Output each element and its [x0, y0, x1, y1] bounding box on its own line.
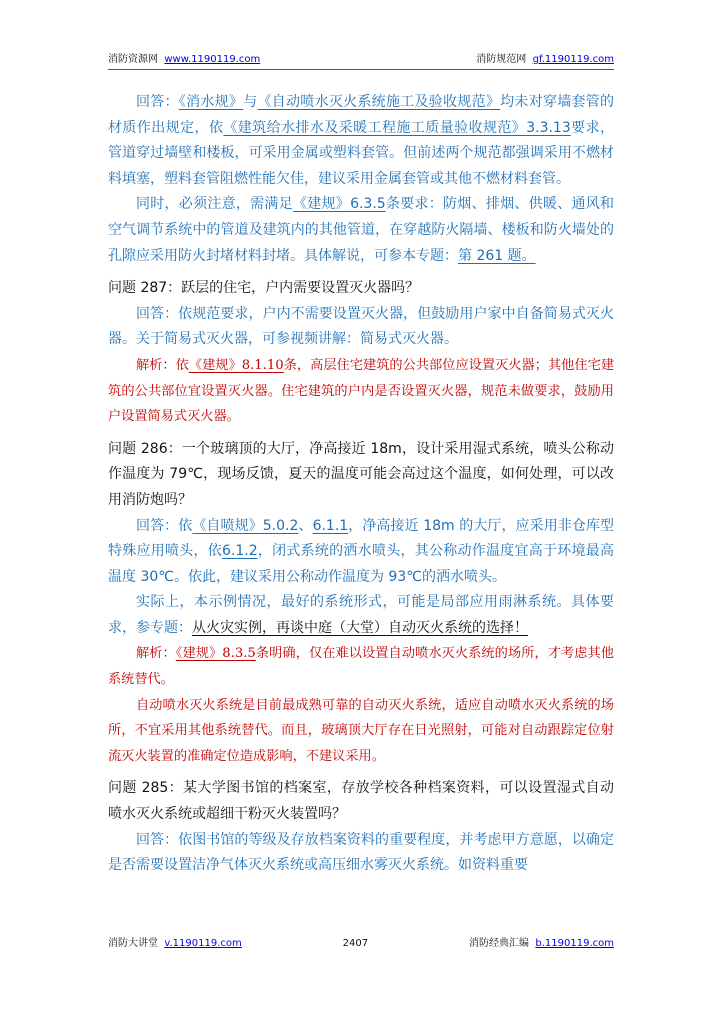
answer-287: 回答：依规范要求，户内不需要设置灭火器，但鼓励用户家中自备简易式灭火器。关于简易式灭火器，可参视频讲解：简易式灭火器。 — [108, 305, 614, 348]
text: 同时，必须注意，需满足 — [136, 196, 293, 213]
footer-left-link[interactable]: v.1190119.com — [164, 938, 242, 949]
text: 要求，管道穿过墙壁和楼板，可采用金属或塑料套管。但前述两个规范都强调采用不燃材料填塞，塑料套管阻燃性能欠佳，建议采用金属套管或其他不燃材料套管。 — [108, 119, 615, 187]
text: 与 — [243, 94, 258, 110]
answer-paragraph-2 — [108, 192, 614, 269]
header-left-label: 消防资源网 — [108, 54, 158, 65]
question-287: 问题 287：跃层的住宅，户内需要设置灭火器吗？ — [108, 280, 420, 297]
topic-link[interactable]: 从火灾实例，再谈中庭（大堂）自动灭火系统的选择！ — [192, 619, 528, 636]
page-header — [108, 53, 614, 70]
footer-left — [108, 937, 242, 951]
footer-right-label: 消防经典汇编 — [469, 938, 530, 949]
ref-link[interactable]: 《建规》8.1.10 — [188, 357, 284, 373]
answer-286 — [108, 514, 614, 591]
page-content — [108, 90, 614, 879]
text: 解析：依 — [136, 357, 189, 373]
ref-link[interactable]: 《建筑给水排水及采暖工程施工质量验收规范》3.3.13 — [223, 119, 571, 136]
ref-link[interactable]: 《自喷规》5.0.2 — [192, 517, 299, 534]
header-left — [108, 53, 260, 67]
question-286: 问题 286：一个玻璃顶的大厅，净高接近 18m，设计采用湿式系统，喷头公称动作温度为 79℃，现场反馈，夏天的温度可能会高过这个温度，如何处理，可以改用消防炮吗？ — [108, 440, 614, 508]
text: 、 — [298, 517, 313, 534]
answer-285: 回答：依图书馆的等级及存放档案资料的重要程度，并考虑甲方意愿，以确定是否需要设置洁净气体灭火系统或高压细水雾灭火系统。如资料重要 — [108, 831, 614, 874]
ref-link[interactable]: 《消水规》 — [178, 94, 244, 110]
answer-286-followup — [108, 590, 614, 641]
text: 解析： — [136, 646, 176, 662]
text: ，净高接近 18m 的大厅，应采用非仓库型特殊应用喷头，依 — [108, 517, 615, 560]
header-right-link[interactable]: gf.1190119.com — [532, 54, 614, 65]
header-right — [476, 53, 614, 67]
ref-link[interactable]: 《自动喷水灭火系统施工及验收规范》 — [257, 94, 501, 110]
header-left-link[interactable]: www.1190119.com — [164, 54, 261, 65]
ref-link[interactable]: 第 261 题。 — [458, 247, 536, 264]
ref-link[interactable]: 《建规》6.3.5 — [292, 196, 386, 213]
question-285: 问题 285：某大学图书馆的档案室，存放学校各种档案资料，可以设置湿式自动喷水灭火系统或超细干粉灭火装置吗？ — [108, 780, 614, 823]
footer-left-label: 消防大讲堂 — [108, 938, 158, 949]
header-right-label: 消防规范网 — [476, 54, 527, 65]
text: 回答： — [136, 94, 179, 110]
analysis-287 — [108, 353, 614, 430]
answer-paragraph-1 — [108, 90, 614, 192]
text: 条要求：防烟、排烟、供暖、通风和空气调节系统中的管道及建筑内的其他管道，在穿越防火隔墙、楼板和防火墙处的孔隙应采用防火封堵材料封堵。具体解说，可参本专题： — [108, 196, 615, 264]
page-number: 2407 — [342, 938, 369, 949]
analysis-286-cont: 自动喷水灭火系统是目前最成熟可靠的自动灭火系统，适应自动喷水灭火系统的场所，不宜采用其他系统替代。而且，玻璃顶大厅存在日光照射，可能对自动跟踪定位射流灭火装置的准确定位造成影响，不建议采用。 — [108, 697, 614, 764]
footer-right — [469, 937, 614, 951]
text: 均未对穿墙套管的材质作出规定，依 — [108, 94, 615, 136]
text: ，闭式系统的洒水喷头，其公称动作温度宜高于环境最高温度 30℃。依此，建议采用公称动作温度为 93℃的洒水喷头。 — [108, 543, 614, 585]
page-footer — [108, 937, 614, 951]
analysis-286 — [108, 641, 614, 692]
ref-link[interactable]: 6.1.1 — [312, 517, 349, 534]
footer-right-link[interactable]: b.1190119.com — [535, 938, 614, 949]
text: 回答：依 — [136, 517, 193, 534]
text: 条，高层住宅建筑的公共部位应设置灭火器；其他住宅建筑的公共部位宜设置灭火器。住宅建筑的户内是否设置灭火器，规范未做要求，鼓励用户设置简易式灭火器。 — [108, 357, 615, 425]
ref-link[interactable]: 《建规》8.3.5 — [175, 646, 256, 662]
text: 实际上，本示例情况，最好的系统形式，可能是局部应用雨淋系统。具体要求，参专题： — [108, 594, 614, 636]
ref-link[interactable]: 6.1.2 — [222, 543, 258, 560]
text: 条明确，仅在难以设置自动喷水灭火系统的场所，才考虑其他系统替代。 — [108, 646, 614, 688]
